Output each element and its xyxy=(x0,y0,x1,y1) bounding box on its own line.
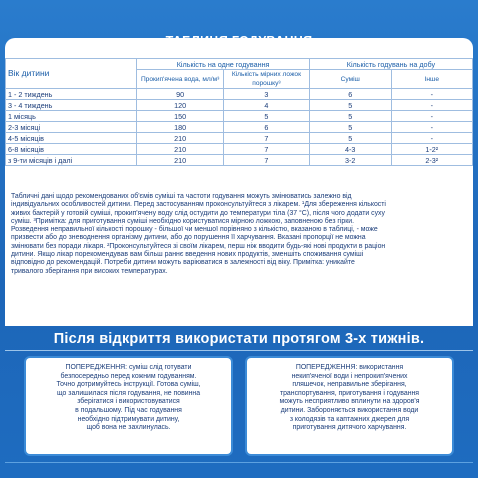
table-row xyxy=(6,155,473,166)
warning-line: можуть несприятливо вплинути на здоров'я xyxy=(279,398,420,406)
other-cell: - xyxy=(391,100,472,111)
age-cell: з 9-ти місяців і далі xyxy=(6,155,137,166)
table-row xyxy=(6,144,473,155)
table-row xyxy=(6,133,473,144)
scoops-cell: 4 xyxy=(223,100,309,111)
scoops-cell: 6 xyxy=(223,122,309,133)
age-column-header: Вік дитини xyxy=(6,59,137,89)
water-column-header: Прокип'ячена вода, мл/м³ xyxy=(137,70,224,89)
warning-line: пляшечок, неправильне зберігання, xyxy=(292,381,407,389)
text-line: змінювати без поради лікаря. ²Проконсультуйтеся зі своїм лікарем, перш ніж вводити будь-які нові продукти в раціон xyxy=(11,242,386,250)
mix-cell: 5 xyxy=(309,133,391,144)
text-line: відповідно до рекомендацій. Потреби дитини можуть варіюватися в залежності від віку. Примітка: уникайте xyxy=(11,259,355,267)
warning-line: безпосередньо перед кожним годуванням. xyxy=(60,372,197,380)
per-day-group-header: Кількість годувань на добу xyxy=(309,59,472,70)
warning-line: некип'яченої води і непрокип'ячених xyxy=(291,372,408,380)
other-cell: - xyxy=(391,89,472,100)
warning-line: ПОПЕРЕДЖЕННЯ: суміш слід готувати xyxy=(65,364,192,371)
water-cell: 210 xyxy=(137,133,224,144)
table-row xyxy=(6,111,473,122)
feeding-table-title: ТАБЛИЦЯ ГОДУВАННЯ xyxy=(165,34,313,48)
text-line: дитини. Якщо лікар порекомендував вам більш раннє введення нових продуктів, зменшіть споживання суміші xyxy=(11,251,364,259)
mix-cell: 6 xyxy=(309,89,391,100)
age-cell: 6-8 місяців xyxy=(6,144,137,155)
other-cell: - xyxy=(391,111,472,122)
warning-line: транспортування, приготування і годування xyxy=(279,389,420,397)
water-cell: 210 xyxy=(137,155,224,166)
warning-line: зберігатися і використовуватися xyxy=(77,398,180,406)
warning-box-preparation xyxy=(26,358,231,454)
divider xyxy=(5,350,473,351)
scoops-cell: 7 xyxy=(223,133,309,144)
text-line: Табличні дані щодо рекомендованих об'ємів суміші та частоти годування можуть змінюватись залежно від xyxy=(11,193,352,200)
table-header-row xyxy=(6,59,473,70)
other-cell: - xyxy=(391,122,472,133)
text-line: суміш. ³Примітка: для приготування суміші необхідно користуватися мірною ложкою, заповненою без гірки. xyxy=(11,217,355,225)
water-cell: 90 xyxy=(137,89,224,100)
age-cell: 1 - 2 тиждень xyxy=(6,89,137,100)
text-line: індивідуальних особливостей дитини. Перед застосуванням проконсультуйтеся з лікарем. ¹Для збереження кількості xyxy=(11,201,386,209)
scoops-cell: 7 xyxy=(223,144,309,155)
warning-line: необхідно підтримувати дитину, xyxy=(77,415,180,423)
water-cell: 120 xyxy=(137,100,224,111)
mix-cell: 5 xyxy=(309,111,391,122)
mix-cell: 4-3 xyxy=(309,144,391,155)
warning-box-water xyxy=(247,358,452,454)
water-cell: 150 xyxy=(137,111,224,122)
after-opening-slogan: Після відкриття використати протягом 3-х тижнів. xyxy=(53,331,425,347)
other-cell: 2-3² xyxy=(391,155,472,166)
warning-line: дитини. Забороняється використання води xyxy=(280,406,419,414)
scoops-cell: 5 xyxy=(223,111,309,122)
warning-line: щоб вона не захлинулась. xyxy=(86,424,171,432)
age-cell: 1 місяць xyxy=(6,111,137,122)
water-cell: 180 xyxy=(137,122,224,133)
text-line: тривалого зберігання при високих температурах. xyxy=(11,267,168,275)
warning-text xyxy=(253,364,446,433)
table-row xyxy=(6,89,473,100)
instructions-text xyxy=(11,193,468,276)
warning-line: в подальшому. Під час годування xyxy=(75,406,182,414)
water-cell: 210 xyxy=(137,144,224,155)
divider xyxy=(5,462,473,463)
warning-line: що залишилася після годування, не повинна xyxy=(56,389,201,397)
other-cell: - xyxy=(391,133,472,144)
age-cell: 4-5 місяців xyxy=(6,133,137,144)
warning-line: ПОПЕРЕДЖЕННЯ: використання xyxy=(295,364,404,371)
table-row xyxy=(6,100,473,111)
per-feeding-group-header: Кількість на одне годування xyxy=(137,59,310,70)
warning-line: приготування дитячого харчування. xyxy=(292,424,407,432)
text-line: Розведення неправильної кількості порошку - більшої чи меншої порівняно з кількістю, вказаною в таблиці, - може xyxy=(11,226,378,234)
mix-cell: 3-2 xyxy=(309,155,391,166)
other-cell: 1-2² xyxy=(391,144,472,155)
age-cell: 3 - 4 тиждень xyxy=(6,100,137,111)
mix-cell: 5 xyxy=(309,122,391,133)
text-line: призвести або до зневоднення організму дитини, або до порушення її харчування. Вказані пропорції не можна xyxy=(11,234,366,242)
warning-line: з колодязів та каптажних джерел для xyxy=(289,415,410,423)
scoops-column-header: Кількість мірних ложок порошку³ xyxy=(223,70,309,89)
text-line: живих бактерій у готовій суміші, прокип'ячену воду слід остудити до температури тіла (37 °С), після чого додати суху xyxy=(11,209,385,217)
warning-text xyxy=(32,364,225,433)
warning-line: Точно дотримуйтесь інструкції. Готова суміш, xyxy=(56,381,201,389)
mix-column-header: Суміш xyxy=(309,70,391,89)
table-row xyxy=(6,122,473,133)
other-column-header: Інше xyxy=(391,70,472,89)
mix-cell: 5 xyxy=(309,100,391,111)
scoops-cell: 7 xyxy=(223,155,309,166)
scoops-cell: 3 xyxy=(223,89,309,100)
age-cell: 2-3 місяці xyxy=(6,122,137,133)
feeding-table xyxy=(5,58,473,166)
